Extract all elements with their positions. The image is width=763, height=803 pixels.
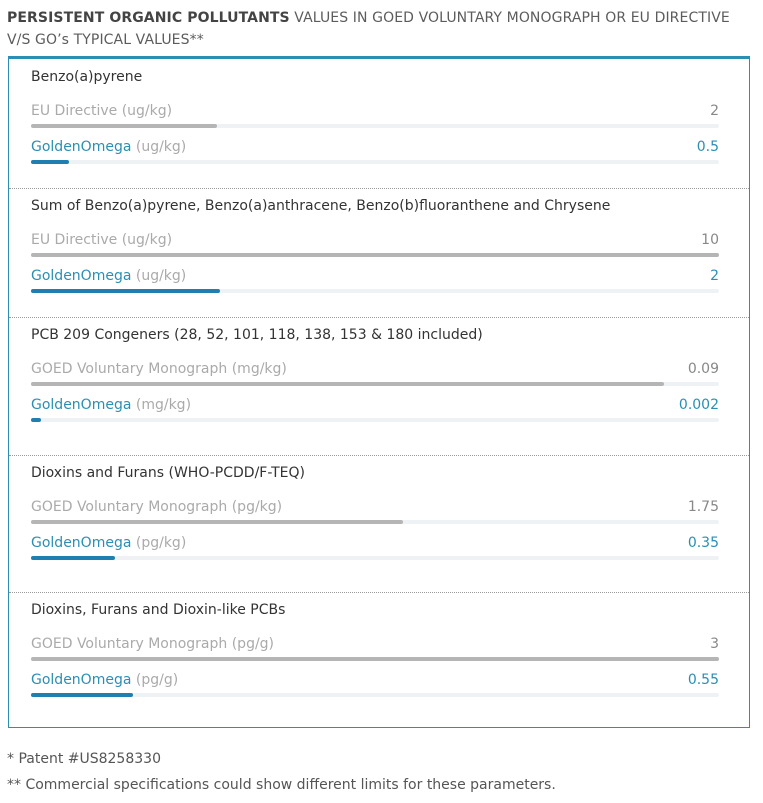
reference-value: 2	[710, 103, 719, 119]
goldenomega-bar	[31, 160, 69, 164]
pollutant-section	[9, 455, 749, 592]
row-name: GoldenOmega	[31, 535, 132, 551]
chart-title-rest: VALUES IN GOED VOLUNTARY MONOGRAPH OR EU DIRECTIVE V/S GO’s TYPICAL VALUES**	[7, 10, 730, 48]
reference-bar	[31, 253, 719, 257]
row-unit: (pg/kg)	[131, 535, 187, 551]
reference-value: 3	[710, 636, 719, 652]
goldenomega-value: 0.002	[678, 397, 719, 413]
goldenomega-label	[31, 396, 191, 414]
row-unit: (ug/kg)	[131, 139, 187, 155]
goldenomega-label	[31, 534, 186, 552]
goldenomega-value: 2	[710, 268, 719, 284]
pollutant-name: Sum of Benzo(a)pyrene, Benzo(a)anthracene, Benzo(b)fluoranthene and Chrysene	[31, 198, 611, 214]
bar-track	[31, 693, 719, 697]
reference-value: 0.09	[687, 361, 719, 377]
goldenomega-label	[31, 267, 186, 285]
row-name: GOED Voluntary Monograph	[31, 361, 228, 377]
row-unit: (pg/g)	[131, 672, 179, 688]
row-name: GoldenOmega	[31, 397, 132, 413]
bar-track	[31, 556, 719, 560]
pollutant-name: Dioxins and Furans (WHO-PCDD/F-TEQ)	[31, 465, 305, 481]
goldenomega-label	[31, 671, 178, 689]
row-unit: (pg/g)	[227, 636, 275, 652]
goldenomega-label	[31, 138, 186, 156]
chart-title	[7, 7, 752, 51]
chart-title-bold: PERSISTENT ORGANIC POLLUTANTS	[7, 10, 290, 26]
reference-label	[31, 635, 274, 653]
row-name: GoldenOmega	[31, 672, 132, 688]
reference-value: 1.75	[687, 499, 719, 515]
bar-track	[31, 124, 719, 128]
bar-track	[31, 418, 719, 422]
pollutant-section	[9, 592, 749, 728]
reference-bar	[31, 657, 719, 661]
row-name: GOED Voluntary Monograph	[31, 499, 228, 515]
goldenomega-bar	[31, 289, 220, 293]
row-unit: (pg/kg)	[227, 499, 283, 515]
pollutant-name: Dioxins, Furans and Dioxin-like PCBs	[31, 602, 286, 618]
bar-track	[31, 382, 719, 386]
bar-track	[31, 160, 719, 164]
goldenomega-bar	[31, 693, 133, 697]
reference-bar	[31, 382, 664, 386]
goldenomega-bar	[31, 418, 41, 422]
pollutant-section	[9, 317, 749, 455]
pollutant-name: PCB 209 Congeners (28, 52, 101, 118, 138, 153 & 180 included)	[31, 327, 483, 343]
footnote-commercial: ** Commercial specifications could show different limits for these parameters.	[7, 777, 556, 793]
row-name: EU Directive	[31, 232, 118, 248]
pollutant-section	[9, 59, 749, 188]
goldenomega-value: 0.35	[687, 535, 719, 551]
pollutant-section	[9, 188, 749, 317]
row-unit: (ug/kg)	[117, 232, 173, 248]
bar-track	[31, 520, 719, 524]
row-unit: (ug/kg)	[117, 103, 173, 119]
bar-track	[31, 657, 719, 661]
row-unit: (ug/kg)	[131, 268, 187, 284]
reference-label	[31, 102, 172, 120]
row-name: EU Directive	[31, 103, 118, 119]
row-unit: (mg/kg)	[131, 397, 192, 413]
reference-bar	[31, 520, 403, 524]
row-name: GOED Voluntary Monograph	[31, 636, 228, 652]
bar-track	[31, 289, 719, 293]
footnote-patent: * Patent #US8258330	[7, 751, 161, 767]
goldenomega-value: 0.55	[687, 672, 719, 688]
bar-track	[31, 253, 719, 257]
reference-label	[31, 498, 282, 516]
row-name: GoldenOmega	[31, 139, 132, 155]
row-unit: (mg/kg)	[227, 361, 287, 377]
goldenomega-bar	[31, 556, 115, 560]
goldenomega-value: 0.5	[696, 139, 719, 155]
reference-value: 10	[701, 232, 719, 248]
pollutants-panel	[8, 56, 750, 728]
reference-label	[31, 231, 172, 249]
row-name: GoldenOmega	[31, 268, 132, 284]
pollutant-name: Benzo(a)pyrene	[31, 69, 143, 85]
reference-label	[31, 360, 287, 378]
reference-bar	[31, 124, 217, 128]
